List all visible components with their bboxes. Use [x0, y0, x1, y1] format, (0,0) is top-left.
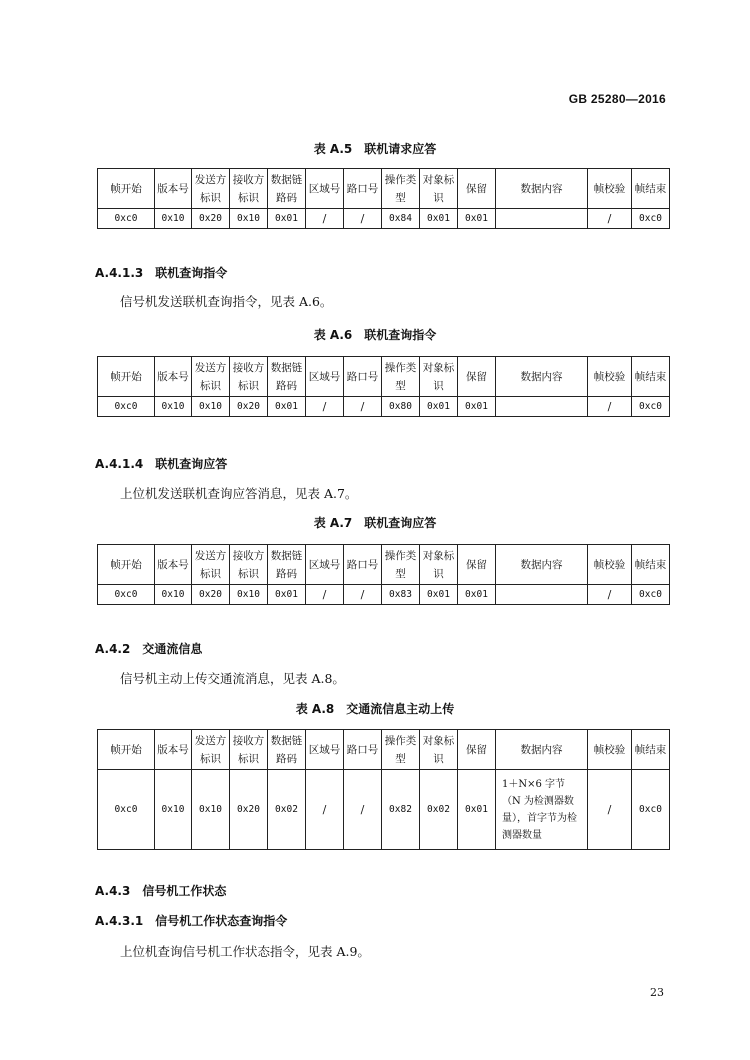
cell-op-type: 0x80 — [382, 397, 420, 417]
header-area-no: 区域号 — [306, 357, 344, 397]
cell-reserved: 0x01 — [458, 209, 496, 229]
cell-link-code: 0x02 — [268, 770, 306, 850]
cell-version: 0x10 — [155, 770, 192, 850]
table-row — [98, 397, 670, 417]
cell-sender-id: 0x20 — [192, 209, 230, 229]
header-area-no: 区域号 — [306, 730, 344, 770]
table-a7-caption: 表 A.7 联机查询应答 — [313, 516, 437, 530]
cell-receiver-id: 0x10 — [230, 209, 268, 229]
table-row — [98, 585, 670, 605]
cell-reserved: 0x01 — [458, 585, 496, 605]
header-sender-id: 发送方标识 — [192, 730, 230, 770]
cell-object-id: 0x01 — [420, 209, 458, 229]
cell-object-id: 0x01 — [420, 397, 458, 417]
cell-area-no: / — [306, 209, 344, 229]
cell-reserved: 0x01 — [458, 770, 496, 850]
cell-payload: 1＋N×6 字节（N 为检测器数量），首字节为检测器数量 — [496, 770, 588, 850]
header-frame-start: 帧开始 — [98, 169, 155, 209]
table-a5 — [97, 168, 670, 229]
cell-receiver-id: 0x20 — [230, 770, 268, 850]
header-payload: 数据内容 — [496, 169, 588, 209]
cell-payload — [496, 585, 588, 605]
cell-frame-end: 0xc0 — [632, 585, 670, 605]
table-a8 — [97, 729, 670, 850]
cell-frame-end: 0xc0 — [632, 209, 670, 229]
header-checksum: 帧校验 — [588, 169, 632, 209]
header-payload: 数据内容 — [496, 730, 588, 770]
header-link-code: 数据链路码 — [268, 357, 306, 397]
header-receiver-id: 接收方标识 — [230, 730, 268, 770]
header-junction-no: 路口号 — [344, 545, 382, 585]
header-reserved: 保留 — [458, 545, 496, 585]
header-junction-no: 路口号 — [344, 169, 382, 209]
header-area-no: 区域号 — [306, 169, 344, 209]
section-a431-heading: A.4.3.1 信号机工作状态查询指令 — [95, 914, 288, 928]
section-a42-text: 信号机主动上传交通流消息，见表 A.8。 — [120, 671, 345, 686]
cell-area-no: / — [306, 397, 344, 417]
table-row — [98, 209, 670, 229]
cell-op-type: 0x83 — [382, 585, 420, 605]
section-a413-text: 信号机发送联机查询指令，见表 A.6。 — [120, 294, 333, 309]
cell-version: 0x10 — [155, 585, 192, 605]
header-receiver-id: 接收方标识 — [230, 545, 268, 585]
header-version: 版本号 — [155, 730, 192, 770]
header-op-type: 操作类型 — [382, 357, 420, 397]
header-area-no: 区域号 — [306, 545, 344, 585]
cell-link-code: 0x01 — [268, 585, 306, 605]
cell-object-id: 0x02 — [420, 770, 458, 850]
header-junction-no: 路口号 — [344, 357, 382, 397]
cell-junction-no: / — [344, 209, 382, 229]
table-a8-caption: 表 A.8 交通流信息主动上传 — [295, 702, 455, 716]
cell-frame-start: 0xc0 — [98, 770, 155, 850]
cell-reserved: 0x01 — [458, 397, 496, 417]
header-frame-end: 帧结束 — [632, 545, 670, 585]
cell-junction-no: / — [344, 770, 382, 850]
header-version: 版本号 — [155, 169, 192, 209]
header-op-type: 操作类型 — [382, 545, 420, 585]
header-frame-end: 帧结束 — [632, 357, 670, 397]
cell-frame-start: 0xc0 — [98, 209, 155, 229]
header-frame-end: 帧结束 — [632, 169, 670, 209]
cell-frame-start: 0xc0 — [98, 585, 155, 605]
table-row — [98, 770, 670, 850]
section-a42-heading: A.4.2 交通流信息 — [95, 642, 203, 656]
cell-frame-end: 0xc0 — [632, 397, 670, 417]
cell-receiver-id: 0x20 — [230, 397, 268, 417]
section-a43-heading: A.4.3 信号机工作状态 — [95, 884, 227, 898]
cell-junction-no: / — [344, 397, 382, 417]
header-object-id: 对象标识 — [420, 357, 458, 397]
header-reserved: 保留 — [458, 169, 496, 209]
header-junction-no: 路口号 — [344, 730, 382, 770]
cell-version: 0x10 — [155, 397, 192, 417]
header-frame-end: 帧结束 — [632, 730, 670, 770]
cell-link-code: 0x01 — [268, 397, 306, 417]
header-object-id: 对象标识 — [420, 169, 458, 209]
cell-junction-no: / — [344, 585, 382, 605]
cell-sender-id: 0x10 — [192, 397, 230, 417]
cell-object-id: 0x01 — [420, 585, 458, 605]
table-a6 — [97, 356, 670, 417]
section-a414-heading: A.4.1.4 联机查询应答 — [95, 457, 228, 471]
header-checksum: 帧校验 — [588, 545, 632, 585]
header-object-id: 对象标识 — [420, 545, 458, 585]
cell-sender-id: 0x20 — [192, 585, 230, 605]
header-sender-id: 发送方标识 — [192, 169, 230, 209]
header-frame-start: 帧开始 — [98, 730, 155, 770]
cell-op-type: 0x84 — [382, 209, 420, 229]
header-op-type: 操作类型 — [382, 730, 420, 770]
cell-area-no: / — [306, 585, 344, 605]
cell-checksum: / — [588, 585, 632, 605]
header-reserved: 保留 — [458, 730, 496, 770]
table-a5-caption: 表 A.5 联机请求应答 — [313, 142, 437, 156]
cell-payload — [496, 397, 588, 417]
header-object-id: 对象标识 — [420, 730, 458, 770]
header-link-code: 数据链路码 — [268, 730, 306, 770]
header-checksum: 帧校验 — [588, 357, 632, 397]
cell-frame-end: 0xc0 — [632, 770, 670, 850]
header-frame-start: 帧开始 — [98, 357, 155, 397]
cell-checksum: / — [588, 397, 632, 417]
cell-payload — [496, 209, 588, 229]
section-a431-text: 上位机查询信号机工作状态指令，见表 A.9。 — [120, 944, 370, 959]
header-checksum: 帧校验 — [588, 730, 632, 770]
header-sender-id: 发送方标识 — [192, 357, 230, 397]
cell-receiver-id: 0x10 — [230, 585, 268, 605]
header-frame-start: 帧开始 — [98, 545, 155, 585]
header-sender-id: 发送方标识 — [192, 545, 230, 585]
cell-checksum: / — [588, 770, 632, 850]
header-version: 版本号 — [155, 357, 192, 397]
cell-version: 0x10 — [155, 209, 192, 229]
header-payload: 数据内容 — [496, 545, 588, 585]
header-link-code: 数据链路码 — [268, 545, 306, 585]
cell-link-code: 0x01 — [268, 209, 306, 229]
standard-code: GB 25280—2016 — [568, 92, 666, 106]
header-reserved: 保留 — [458, 357, 496, 397]
page-number: 23 — [650, 986, 664, 999]
cell-op-type: 0x82 — [382, 770, 420, 850]
header-version: 版本号 — [155, 545, 192, 585]
header-link-code: 数据链路码 — [268, 169, 306, 209]
cell-area-no: / — [306, 770, 344, 850]
header-payload: 数据内容 — [496, 357, 588, 397]
header-receiver-id: 接收方标识 — [230, 169, 268, 209]
cell-checksum: / — [588, 209, 632, 229]
cell-sender-id: 0x10 — [192, 770, 230, 850]
table-a6-caption: 表 A.6 联机查询指令 — [313, 328, 437, 342]
section-a414-text: 上位机发送联机查询应答消息，见表 A.7。 — [120, 486, 358, 501]
cell-frame-start: 0xc0 — [98, 397, 155, 417]
table-a7 — [97, 544, 670, 605]
header-op-type: 操作类型 — [382, 169, 420, 209]
section-a413-heading: A.4.1.3 联机查询指令 — [95, 266, 228, 280]
header-receiver-id: 接收方标识 — [230, 357, 268, 397]
